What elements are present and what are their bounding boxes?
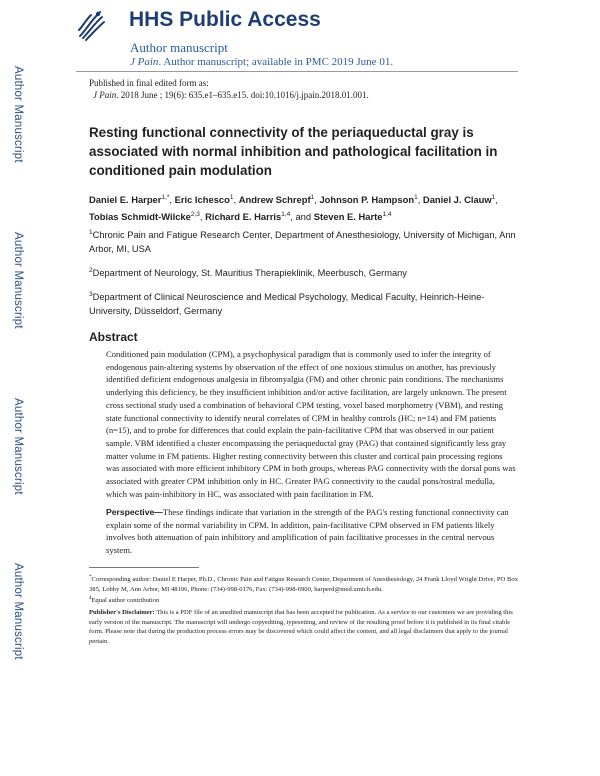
- footnotes: [89, 573, 519, 606]
- affiliation-text: Department of Clinical Neuroscience and Medical Psychology, Medical Faculty, Heinrich-Heine-University, Düsseldorf, Germany: [89, 292, 485, 317]
- publisher-disclaimer: [89, 608, 519, 646]
- sidebar-author-manuscript-label: Author Manuscript: [12, 563, 24, 660]
- author-name: Johnson P. Hampson: [319, 194, 415, 206]
- author-name: Tobias Schmidt-Wilcke: [89, 211, 191, 223]
- author-name: Daniel E. Harper: [89, 194, 162, 206]
- sidebar-author-manuscript-label: Author Manuscript: [12, 66, 24, 163]
- disclaimer-text: This is a PDF file of an unedited manuscript that has been accepted for publication. As a service to our customers we are providing this early version of the manuscript. The manuscript will undergo copyediting, typesetting, and review of the resulting proof before it is published in its final citable form. Please note that during the production process errors may be discovered which could affect the content, and all legal disclaimers that apply to the journal pertain.: [89, 609, 513, 645]
- author-name: Andrew Schrepf: [238, 194, 311, 206]
- disclaimer-label: Publisher's Disclaimer:: [89, 609, 155, 616]
- author-affiliation-marker: 1,4: [281, 211, 291, 219]
- abstract-body: Conditioned pain modulation (CPM), a psychophysical paradigm that is commonly used to infer the integrity of endogenous pain-altering systems by observation of the effect of one noxious stimulus on another, has previously identified deficient endogenous analgesia in fibromyalgia (FM) and other chronic pain conditions. The mechanisms underlying this deficiency, be they insufficient inhibition and/or active facilitation, are largely unknown. The present cross sectional study used a combination of behavioral CPM testing, voxel based morphometry (VBM), and resting state functional connectivity to identify neural correlates of CPM in healthy controls (HC; n=14) and FM patients (n=15), and to probe for differences that could explain the pain-facilitative CPM that was observed in our patient sample. VBM identified a cluster encompassing the periaqueductal gray (PAG) that contained significantly less gray matter volume in FM patients. Higher resting connectivity between this cluster and cortical pain processing regions was associated with more efficient inhibitory CPM in both groups, whereas PAG connectivity with the dorsal pons was associated with greater CPM inhibition only in HC. Greater PAG connectivity to the caudal pons/rostral medulla, which was pain-inhibitory in HC, was associated with pain facilitation in FM.: [106, 349, 516, 499]
- author-affiliation-marker: 1,4: [382, 211, 392, 219]
- corresponding-author-text: Corresponding author: Daniel E Harper, Ph.D., Chronic Pain and Fatigue Research Center, Department of Anesthesiology, 24 Frank Lloyd Wright Drive, PO Box 385, Lobby M, Ann Arbor, MI 48106, Phone: (734)-998-0176, Fax: (734)-998-6900, harperd@med.umich.edu.: [89, 576, 518, 593]
- affiliation-text: Department of Neurology, St. Mauritius Therapieklinik, Meerbusch, Germany: [92, 268, 407, 279]
- footnote-divider: [89, 567, 199, 568]
- affiliation-text: Chronic Pain and Fatigue Research Center, Department of Anesthesiology, University of Michigan, Ann Arbor, MI, USA: [89, 230, 516, 255]
- abstract-heading: Abstract: [89, 330, 138, 344]
- equal-contribution-text: Equal author contribution: [91, 597, 160, 605]
- sidebar-author-manuscript-label: Author Manuscript: [12, 232, 24, 329]
- author-list: Daniel E. Harper$^{1,*}$, Eric Ichesco$^1$, Andrew Schrepf$^1$, Johnson P. Hampson$^1$, Daniel J. Clauw$^1$, Tobias Schmidt-Wilcke$^{2,3}$, Richard E. Harris$^{1,4}$, and Steven E. Harte$^{1,4}$: [89, 194, 498, 223]
- perspective-text: These findings indicate that variation in the strength of the PAG's resting functional connectivity can explain some of the normal variability in CPM. In addition, pain-facilitative CPM observed in FM patients likely involves both attenuation of pain inhibitory and amplification of pain facilitative processes in the central nervous system.: [106, 507, 509, 556]
- author-affiliation-marker: 1,*: [161, 194, 170, 201]
- citation-text: . 2018 June ; 19(6): 635.e1–635.e15. doi:10.1016/j.jpain.2018.01.001.: [116, 90, 369, 100]
- publication-line: Published in final edited form as:: [89, 78, 209, 88]
- perspective-label: Perspective—: [106, 507, 163, 517]
- author-name: Daniel J. Clauw: [422, 194, 492, 206]
- journal-availability-line: [130, 56, 393, 68]
- affiliation-marker: 3: [89, 291, 93, 298]
- author-affiliation-marker: 1: [229, 194, 234, 201]
- affiliation: [89, 264, 519, 280]
- affiliation: [89, 288, 519, 318]
- affiliation-marker: 1: [89, 229, 93, 236]
- hhs-eagle-logo-icon: [76, 8, 106, 42]
- author-name: Steven E. Harte: [313, 211, 383, 223]
- footnote-marker: *: [89, 575, 92, 580]
- header-divider: [76, 71, 518, 72]
- author-affiliation-marker: 1: [310, 194, 315, 201]
- article-title: Resting functional connectivity of the periaqueductal gray is associated with normal inhibition and pathological facilitation in conditioned pain modulation: [89, 125, 498, 178]
- footnote-marker: 4: [89, 596, 92, 602]
- author-affiliation-marker: 2,3: [190, 211, 200, 219]
- equal-contribution-footnote: [89, 594, 519, 606]
- author-affiliation-marker: 1: [414, 194, 418, 201]
- citation-line: [89, 89, 369, 101]
- publication-info: [89, 77, 369, 101]
- journal-name: J Pain: [130, 56, 159, 68]
- author-name: Richard E. Harris: [205, 211, 282, 223]
- affiliation-marker: 2: [89, 267, 93, 274]
- author-affiliation-marker: 1: [491, 194, 496, 201]
- corresponding-author-footnote: [89, 573, 519, 594]
- perspective-paragraph: [106, 506, 516, 557]
- page-header-subtitle: Author manuscript: [130, 40, 228, 55]
- citation-journal: J Pain: [93, 90, 117, 100]
- page-header-title: HHS Public Access: [129, 8, 321, 31]
- affiliation: [89, 226, 519, 256]
- author-name: Eric Ichesco: [174, 194, 230, 206]
- sidebar-author-manuscript-label: Author Manuscript: [12, 398, 24, 495]
- availability-text: . Author manuscript; available in PMC 2019 June 01.: [158, 56, 394, 68]
